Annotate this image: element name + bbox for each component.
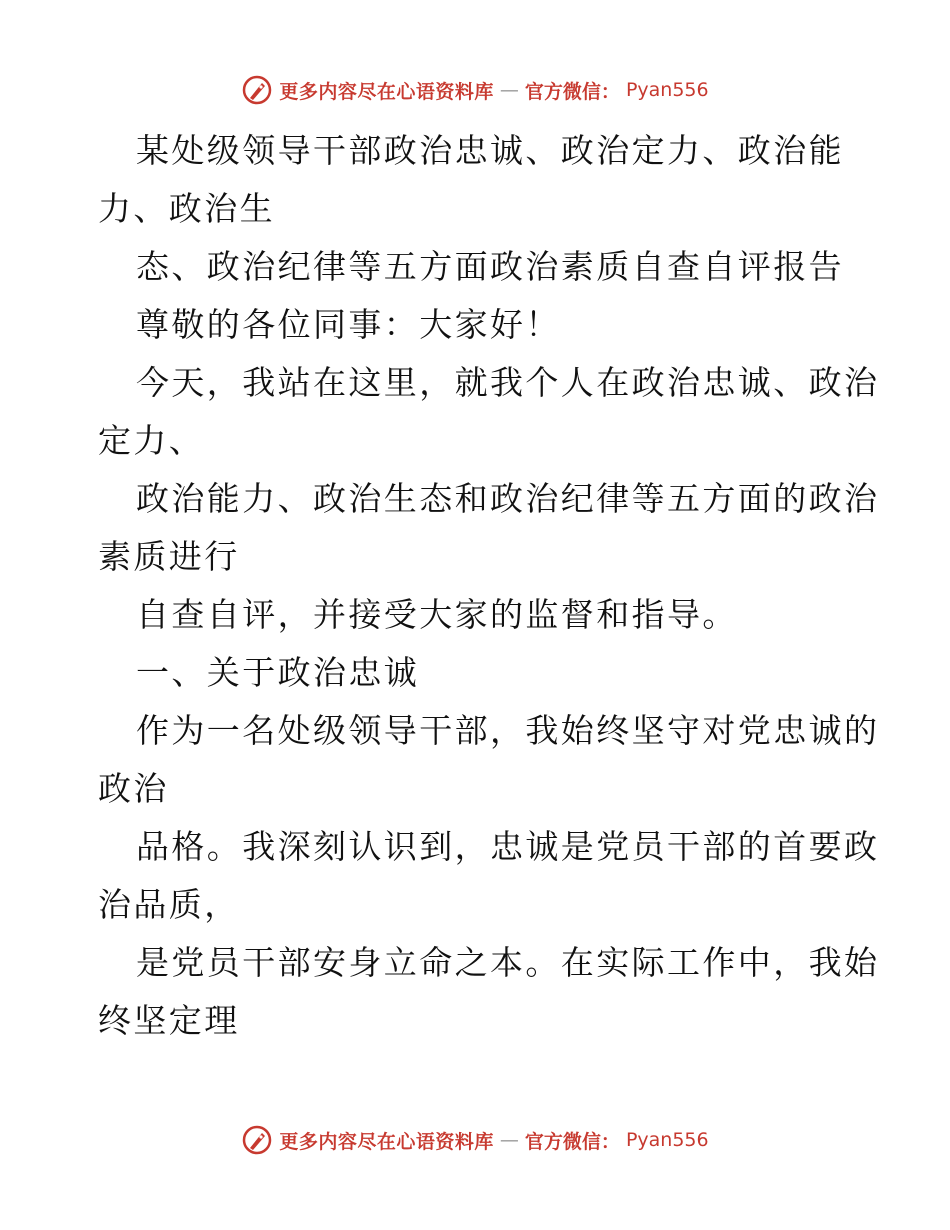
doc-line: 是党员干部安身立命之本。在实际工作中，我始 <box>136 943 880 982</box>
footer-brand-text: 更多内容尽在心语资料库 <box>279 1130 494 1153</box>
doc-line: 今天，我站在这里，就我个人在政治忠诚、政治 <box>136 363 880 402</box>
header-wechat-label: 官方微信： <box>524 80 620 103</box>
footer-dash: — <box>499 1129 519 1151</box>
doc-line: 政治能力、政治生态和政治纪律等五方面的政治 <box>136 479 880 518</box>
doc-line: 态、政治纪律等五方面政治素质自查自评报告 <box>136 247 844 286</box>
footer-wechat-handle: Pyan556 <box>625 1129 709 1151</box>
doc-line: 某处级领导干部政治忠诚、政治定力、政治能 <box>136 131 844 170</box>
doc-line: 定力、 <box>98 421 205 460</box>
pen-nib-logo-icon <box>241 74 273 106</box>
doc-line: 力、政治生 <box>98 189 275 228</box>
header-dash: — <box>499 79 519 101</box>
doc-line: 作为一名处级领导干部，我始终坚守对党忠诚的 <box>136 711 880 750</box>
footer-wechat-label: 官方微信： <box>524 1130 620 1153</box>
doc-line: 终坚定理 <box>98 1001 240 1040</box>
doc-line: 政治 <box>98 769 169 808</box>
pen-nib-logo-icon <box>241 1124 273 1156</box>
doc-line: 尊敬的各位同事：大家好！ <box>136 305 561 344</box>
header-brand-text: 更多内容尽在心语资料库 <box>279 80 494 103</box>
doc-line: 素质进行 <box>98 537 240 576</box>
header-wechat-handle: Pyan556 <box>625 79 709 101</box>
document-body <box>98 122 880 1050</box>
footer-watermark <box>0 1122 950 1158</box>
doc-line: 治品质， <box>98 885 240 924</box>
doc-line: 自查自评，并接受大家的监督和指导。 <box>136 595 738 634</box>
doc-line: 品格。我深刻认识到，忠诚是党员干部的首要政 <box>136 827 880 866</box>
header-watermark <box>0 72 950 108</box>
section-heading: 一、关于政治忠诚 <box>136 653 420 692</box>
